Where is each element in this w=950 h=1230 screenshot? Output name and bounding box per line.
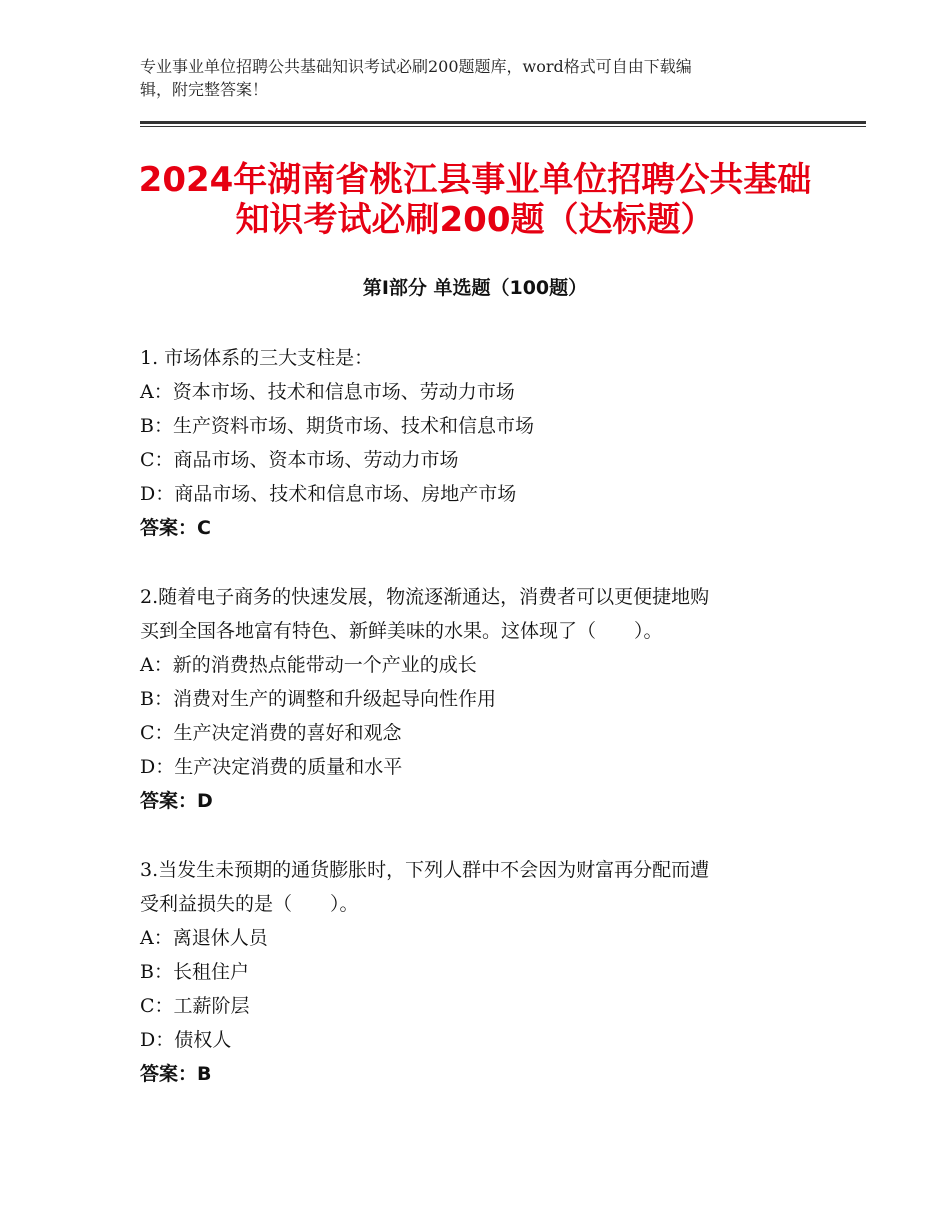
question-1 xyxy=(140,341,820,545)
option-d: D：商品市场、技术和信息市场、房地产市场 xyxy=(140,483,517,505)
question-stem-line-1: 3.当发生未预期的通货膨胀时，下列人群中不会因为财富再分配而遭 xyxy=(140,859,710,881)
option-a: A：资本市场、技术和信息市场、劳动力市场 xyxy=(140,381,515,403)
document-title-line-2: 知识考试必刷200题（达标题） xyxy=(235,200,715,240)
option-a: A：新的消费热点能带动一个产业的成长 xyxy=(140,654,477,676)
question-stem-line-2: 受利益损失的是（ ）。 xyxy=(140,893,359,915)
question-stem: 1. 市场体系的三大支柱是： xyxy=(140,347,374,369)
section-title: 第Ⅰ部分 单选题（100题） xyxy=(362,277,588,299)
option-d: D：生产决定消费的质量和水平 xyxy=(140,756,403,778)
question-stem-line-1: 2.随着电子商务的快速发展，物流逐渐通达，消费者可以更便捷地购 xyxy=(140,586,710,608)
header-note-line-2: 辑，附完整答案！ xyxy=(140,80,269,99)
question-2 xyxy=(140,580,820,818)
option-c: C：工薪阶层 xyxy=(140,995,250,1017)
option-c: C：商品市场、资本市场、劳动力市场 xyxy=(140,449,459,471)
header-note xyxy=(140,55,800,101)
question-stem-line-2: 买到全国各地富有特色、新鲜美味的水果。这体现了（ ）。 xyxy=(140,620,663,642)
answer: 答案：B xyxy=(140,1063,212,1085)
option-b: B：生产资料市场、期货市场、技术和信息市场 xyxy=(140,415,534,437)
option-c: C：生产决定消费的喜好和观念 xyxy=(140,722,402,744)
header-divider-thick xyxy=(140,121,866,124)
option-a: A：离退休人员 xyxy=(140,927,268,949)
answer: 答案：D xyxy=(140,790,213,812)
document-title-line-1: 2024年湖南省桃江县事业单位招聘公共基础 xyxy=(138,160,812,200)
option-b: B：消费对生产的调整和升级起导向性作用 xyxy=(140,688,496,710)
option-d: D：债权人 xyxy=(140,1029,232,1051)
header-note-line-1: 专业事业单位招聘公共基础知识考试必刷200题题库，word格式可自由下载编 xyxy=(140,57,692,76)
answer: 答案：C xyxy=(140,517,211,539)
question-3 xyxy=(140,853,820,1091)
document-title xyxy=(120,160,830,240)
header-divider-thin xyxy=(140,126,866,127)
option-b: B：长租住户 xyxy=(140,961,249,983)
